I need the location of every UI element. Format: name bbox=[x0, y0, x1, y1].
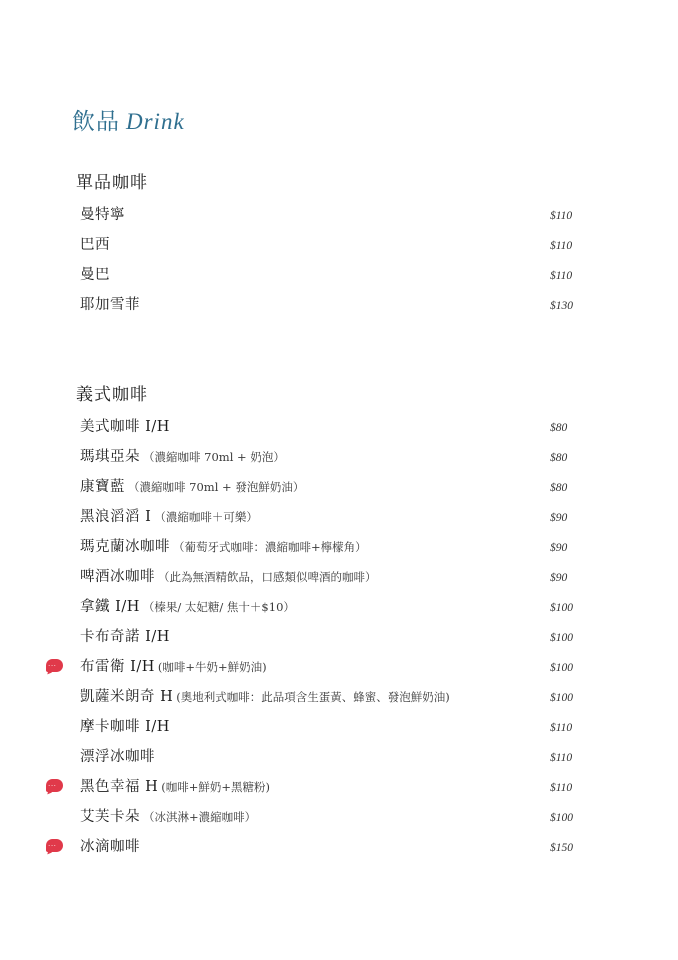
menu-item bbox=[76, 745, 596, 775]
menu-item bbox=[76, 715, 596, 745]
menu-item-price: $100 bbox=[550, 692, 573, 704]
page-title-en: Drink bbox=[126, 109, 185, 134]
menu-item-label bbox=[80, 505, 258, 526]
menu-item-name: 漂浮冰咖啡 bbox=[80, 749, 155, 765]
menu-item bbox=[76, 233, 596, 263]
menu-item bbox=[76, 565, 596, 595]
menu-item-note: （榛果/ 太妃糖/ 焦十＋$10） bbox=[142, 600, 295, 614]
menu-item bbox=[76, 445, 596, 475]
badge-dots: ··· bbox=[48, 782, 57, 790]
badge-dots: ··· bbox=[48, 842, 57, 850]
badge-dots: ··· bbox=[48, 662, 57, 670]
menu-item-price: $90 bbox=[550, 542, 568, 554]
menu-item-price: $110 bbox=[550, 240, 573, 252]
menu-item-price: $100 bbox=[550, 662, 573, 674]
menu-item-name: 巴西 bbox=[80, 237, 110, 253]
menu-item bbox=[76, 685, 596, 715]
menu-item-name: 耶加雪菲 bbox=[80, 297, 140, 313]
section-single-origin bbox=[76, 168, 596, 323]
menu-item-name: 艾芙卡朵 bbox=[80, 809, 140, 825]
menu-item-label bbox=[80, 565, 377, 586]
menu-item bbox=[76, 293, 596, 323]
menu-item-name: 布雷衛 I/H bbox=[80, 659, 155, 675]
menu-item bbox=[76, 535, 596, 565]
menu-item-note: （此為無酒精飲品，口感類似啤酒的咖啡） bbox=[158, 570, 377, 584]
menu-item-label bbox=[80, 475, 304, 496]
menu-item-label bbox=[80, 655, 267, 676]
menu-item-price: $80 bbox=[550, 422, 568, 434]
section-heading: 義式咖啡 bbox=[76, 385, 148, 405]
menu-item-note: （冰淇淋+濃縮咖啡） bbox=[143, 810, 257, 824]
menu-item-note: （濃縮咖啡 70ml + 奶泡） bbox=[143, 450, 285, 464]
menu-item bbox=[76, 415, 596, 445]
menu-item-label bbox=[80, 805, 256, 826]
menu-item bbox=[76, 805, 596, 835]
menu-item-label bbox=[80, 595, 295, 616]
item-list bbox=[48, 415, 596, 865]
menu-item-note: （葡萄牙式咖啡：濃縮咖啡+檸檬角） bbox=[173, 540, 367, 554]
menu-item-label bbox=[80, 625, 170, 646]
menu-item-name: 拿鐵 I/H bbox=[80, 599, 140, 615]
menu-item-label bbox=[80, 293, 140, 314]
recommended-badge-icon bbox=[46, 779, 63, 792]
menu-item-note: （濃縮咖啡 70ml + 發泡鮮奶油） bbox=[128, 480, 305, 494]
menu-item-name: 曼特寧 bbox=[80, 207, 125, 223]
menu-item-label bbox=[80, 745, 155, 766]
menu-item-label bbox=[80, 535, 367, 556]
menu-item bbox=[76, 475, 596, 505]
menu-item-name: 瑪克蘭冰咖啡 bbox=[80, 539, 170, 555]
page-title-zh: 飲品 bbox=[72, 109, 120, 135]
section-espresso bbox=[48, 380, 596, 865]
menu-item-price: $90 bbox=[550, 572, 568, 584]
menu-item-label bbox=[80, 263, 110, 284]
menu-item bbox=[48, 775, 596, 805]
menu-item-note: (奧地利式咖啡：此品項含生蛋黃、蜂蜜、發泡鮮奶油) bbox=[176, 690, 450, 704]
menu-item-name: 瑪琪亞朵 bbox=[80, 449, 140, 465]
menu-item-price: $80 bbox=[550, 452, 568, 464]
menu-item-label bbox=[80, 715, 170, 736]
menu-item-label bbox=[80, 775, 270, 796]
menu-item-name: 黑色幸福 H bbox=[80, 779, 159, 795]
menu-item-note: （濃縮咖啡＋可樂） bbox=[154, 510, 258, 524]
menu-item-name: 黑浪滔滔 I bbox=[80, 509, 152, 525]
section-heading: 單品咖啡 bbox=[76, 173, 148, 193]
item-list bbox=[76, 203, 596, 323]
menu-item-price: $100 bbox=[550, 632, 573, 644]
menu-item-label bbox=[80, 835, 140, 856]
menu-item-label bbox=[80, 445, 285, 466]
menu-item-name: 美式咖啡 I/H bbox=[80, 419, 170, 435]
menu-item bbox=[76, 505, 596, 535]
menu-item-note: (咖啡+牛奶+鮮奶油) bbox=[157, 660, 267, 674]
menu-item-label bbox=[80, 685, 450, 706]
menu-item-name: 冰滴咖啡 bbox=[80, 839, 140, 855]
menu-item-price: $130 bbox=[550, 300, 573, 312]
menu-item-label bbox=[80, 415, 170, 436]
menu-item bbox=[48, 835, 596, 865]
menu-item bbox=[76, 263, 596, 293]
menu-item-price: $150 bbox=[550, 842, 573, 854]
menu-item-name: 凱薩米朗奇 H bbox=[80, 689, 174, 705]
menu-item-price: $80 bbox=[550, 482, 568, 494]
recommended-badge-icon bbox=[46, 839, 63, 852]
menu-item-price: $110 bbox=[550, 270, 573, 282]
menu-item-name: 啤酒冰咖啡 bbox=[80, 569, 155, 585]
menu-item-price: $100 bbox=[550, 812, 573, 824]
menu-item-name: 卡布奇諾 I/H bbox=[80, 629, 170, 645]
menu-item bbox=[76, 203, 596, 233]
page-title bbox=[72, 103, 185, 136]
menu-item-price: $110 bbox=[550, 722, 573, 734]
menu-item-label bbox=[80, 233, 110, 254]
recommended-badge-icon bbox=[46, 659, 63, 672]
menu-item bbox=[76, 595, 596, 625]
menu-item-note: (咖啡+鮮奶+黑糖粉) bbox=[161, 780, 271, 794]
menu-item-name: 康寶藍 bbox=[80, 479, 125, 495]
menu-item-price: $90 bbox=[550, 512, 568, 524]
menu-item-price: $100 bbox=[550, 602, 573, 614]
menu-item-name: 摩卡咖啡 I/H bbox=[80, 719, 170, 735]
menu-item-price: $110 bbox=[550, 782, 573, 794]
menu-item-name: 曼巴 bbox=[80, 267, 110, 283]
menu-item-label bbox=[80, 203, 125, 224]
menu-item bbox=[76, 625, 596, 655]
menu-item-price: $110 bbox=[550, 210, 573, 222]
menu-item-price: $110 bbox=[550, 752, 573, 764]
menu-item bbox=[48, 655, 596, 685]
